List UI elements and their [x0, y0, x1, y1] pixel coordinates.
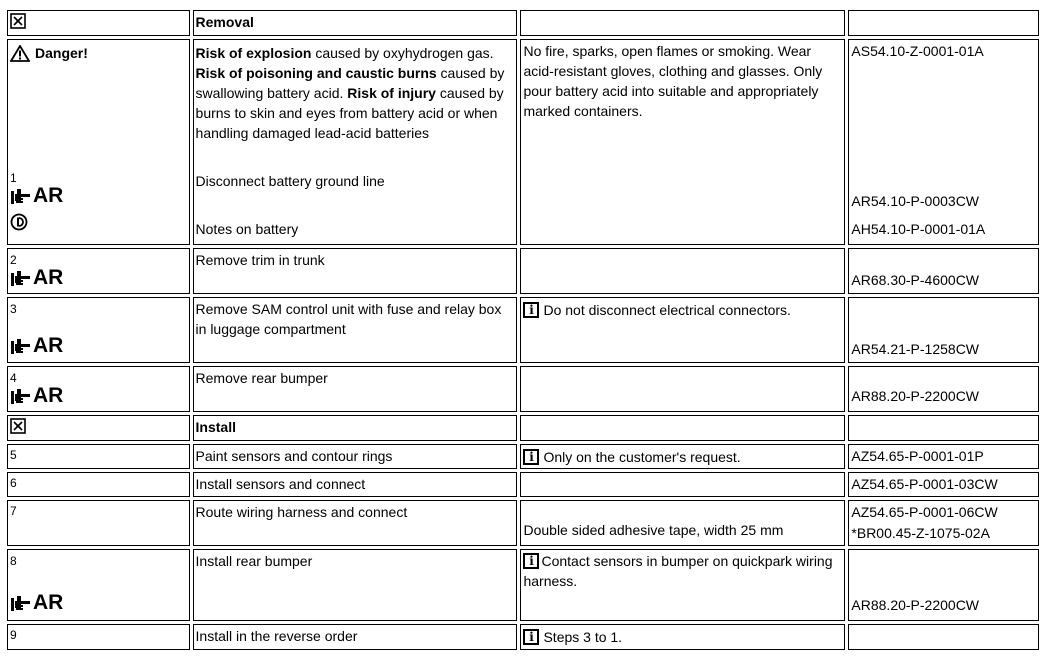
step-ref[interactable]: AR54.21-P-1258CW — [851, 341, 980, 357]
info-icon: i — [523, 553, 539, 569]
battery-notes-icon — [10, 213, 28, 231]
danger-text-3: caused by burns to skin and eyes from battery acid or when handling damaged lead-acid batteries — [195, 85, 504, 141]
danger-text-1: caused by oxyhydrogen gas. — [311, 45, 494, 61]
info-icon: i — [523, 302, 539, 318]
table-row-install-heading — [7, 415, 1039, 441]
cell-empty — [520, 248, 845, 294]
step-ref[interactable]: AR68.30-P-4600CW — [851, 272, 980, 288]
step-note: Do not disconnect electrical connectors. — [543, 302, 791, 318]
pointing-hand-icon — [10, 595, 31, 612]
step-ref-2[interactable]: *BR00.45-Z-1075-02A — [851, 525, 990, 541]
step-number: 1 — [10, 171, 17, 185]
pointing-hand-icon — [10, 388, 31, 405]
danger-ref[interactable]: AS54.10-Z-0001-01A — [851, 43, 984, 59]
pointing-hand-icon — [10, 270, 31, 287]
ar-label: AR — [33, 334, 64, 357]
step-ref[interactable]: AR88.20-P-2200CW — [851, 388, 980, 404]
sub-ref[interactable]: AH54.10-P-0001-01A — [851, 221, 986, 237]
cell-empty — [520, 10, 845, 36]
cell-empty — [520, 472, 845, 497]
sub-action[interactable]: Notes on battery — [195, 221, 299, 237]
table-row — [7, 500, 1039, 546]
cell-step-ref — [848, 500, 1039, 546]
pointing-hand-icon — [10, 338, 31, 355]
cell-step-ref — [848, 444, 1039, 469]
step-number: 8 — [10, 554, 17, 568]
cell-step-note — [520, 444, 845, 469]
step-ref[interactable]: AZ54.65-P-0001-06CW — [851, 504, 998, 520]
step-action: Install sensors and connect — [193, 472, 518, 497]
ar-procedure-link[interactable] — [10, 335, 187, 357]
table-row — [7, 549, 1039, 621]
step-number: 6 — [10, 476, 17, 490]
step-action: Install in the reverse order — [193, 624, 518, 650]
step-number: 9 — [10, 628, 17, 642]
table-row — [7, 248, 1039, 294]
cell-step-num — [7, 500, 190, 546]
step-ref[interactable]: AZ54.65-P-0001-03CW — [851, 476, 998, 492]
ar-procedure-link[interactable] — [10, 185, 63, 207]
danger-text-bold-1: Risk of explosion — [195, 45, 312, 61]
step-number: 2 — [10, 253, 17, 267]
cell-danger-text — [193, 39, 518, 245]
step-ref[interactable]: AR88.20-P-2200CW — [851, 597, 980, 613]
cell-step-num — [7, 297, 190, 363]
cell-step-note — [520, 549, 845, 621]
cell-install-icon — [7, 415, 190, 441]
assembly-icon — [10, 418, 26, 434]
cell-empty — [520, 366, 845, 412]
table-row — [7, 624, 1039, 650]
cell-step-num — [7, 624, 190, 650]
ar-procedure-link[interactable] — [10, 267, 187, 289]
step-action: Remove SAM control unit with fuse and relay box in luggage compartment — [193, 297, 518, 363]
ar-label: AR — [33, 184, 64, 207]
cell-removal-icon — [7, 10, 190, 36]
step-number: 4 — [10, 371, 17, 385]
ar-label: AR — [33, 591, 64, 614]
cell-danger-label — [7, 39, 190, 245]
cell-step-num — [7, 444, 190, 469]
step-ref[interactable]: AZ54.65-P-0001-01P — [851, 448, 984, 464]
table-row — [7, 472, 1039, 497]
cell-empty — [848, 415, 1039, 441]
cell-danger-note — [520, 39, 845, 245]
danger-text-2: caused by swallowing battery acid. — [195, 65, 505, 101]
cell-empty — [848, 624, 1039, 650]
warning-triangle-icon — [10, 45, 30, 62]
cell-step-num — [7, 248, 190, 294]
danger-text-bold-2: Risk of poisoning and caustic burns — [195, 65, 437, 81]
step-action: Install rear bumper — [193, 549, 518, 621]
cell-step-ref — [848, 297, 1039, 363]
table-row-removal-heading — [7, 10, 1039, 36]
table-row — [7, 366, 1039, 412]
removal-heading: Removal — [193, 10, 518, 36]
info-icon: i — [523, 629, 539, 645]
step-note: Contact sensors in bumper on quickpark wiring harness. — [523, 553, 833, 589]
step-action: Paint sensors and contour rings — [193, 444, 518, 469]
ar-label: AR — [33, 384, 64, 407]
ar-procedure-link[interactable] — [10, 385, 187, 407]
step-note: Double sided adhesive tape, width 25 mm — [523, 522, 784, 538]
step-number: 5 — [10, 448, 17, 462]
cell-empty — [848, 10, 1039, 36]
procedure-table — [4, 7, 1042, 653]
table-row — [7, 297, 1039, 363]
cell-step-note — [520, 624, 845, 650]
cell-step-note — [520, 500, 845, 546]
cell-step-ref — [848, 549, 1039, 621]
step-action: Route wiring harness and connect — [193, 500, 518, 546]
danger-description — [196, 41, 515, 143]
ar-procedure-link[interactable] — [10, 592, 187, 614]
cell-step-num — [7, 366, 190, 412]
info-icon: i — [523, 449, 539, 465]
cell-step-note — [520, 297, 845, 363]
step-action: Disconnect battery ground line — [195, 173, 385, 189]
step-number: 3 — [10, 302, 17, 316]
step-action: Remove rear bumper — [193, 366, 518, 412]
table-row-danger-step-1 — [7, 39, 1039, 245]
step-note: Steps 3 to 1. — [543, 629, 623, 645]
pointing-hand-icon — [10, 188, 31, 205]
danger-label: Danger! — [35, 45, 88, 61]
cell-step-ref — [848, 472, 1039, 497]
ar-label: AR — [33, 266, 64, 289]
cell-step-ref — [848, 248, 1039, 294]
step-action: Remove trim in trunk — [193, 248, 518, 294]
table-row — [7, 444, 1039, 469]
step-ref[interactable]: AR54.10-P-0003CW — [851, 193, 980, 209]
cell-empty — [520, 415, 845, 441]
install-heading: Install — [193, 415, 518, 441]
danger-note: No fire, sparks, open flames or smoking. Wear acid-resistant gloves, clothing and glasses. Only pour battery acid into suitable and appropriately marked containers. — [523, 43, 823, 119]
step-note: Only on the customer's request. — [543, 449, 741, 465]
cell-danger-ref — [848, 39, 1039, 245]
danger-text-bold-3: Risk of injury — [347, 85, 436, 101]
cell-step-ref — [848, 366, 1039, 412]
cell-step-num — [7, 472, 190, 497]
cell-step-num — [7, 549, 190, 621]
disassembly-icon — [10, 13, 26, 29]
step-number: 7 — [10, 504, 17, 518]
